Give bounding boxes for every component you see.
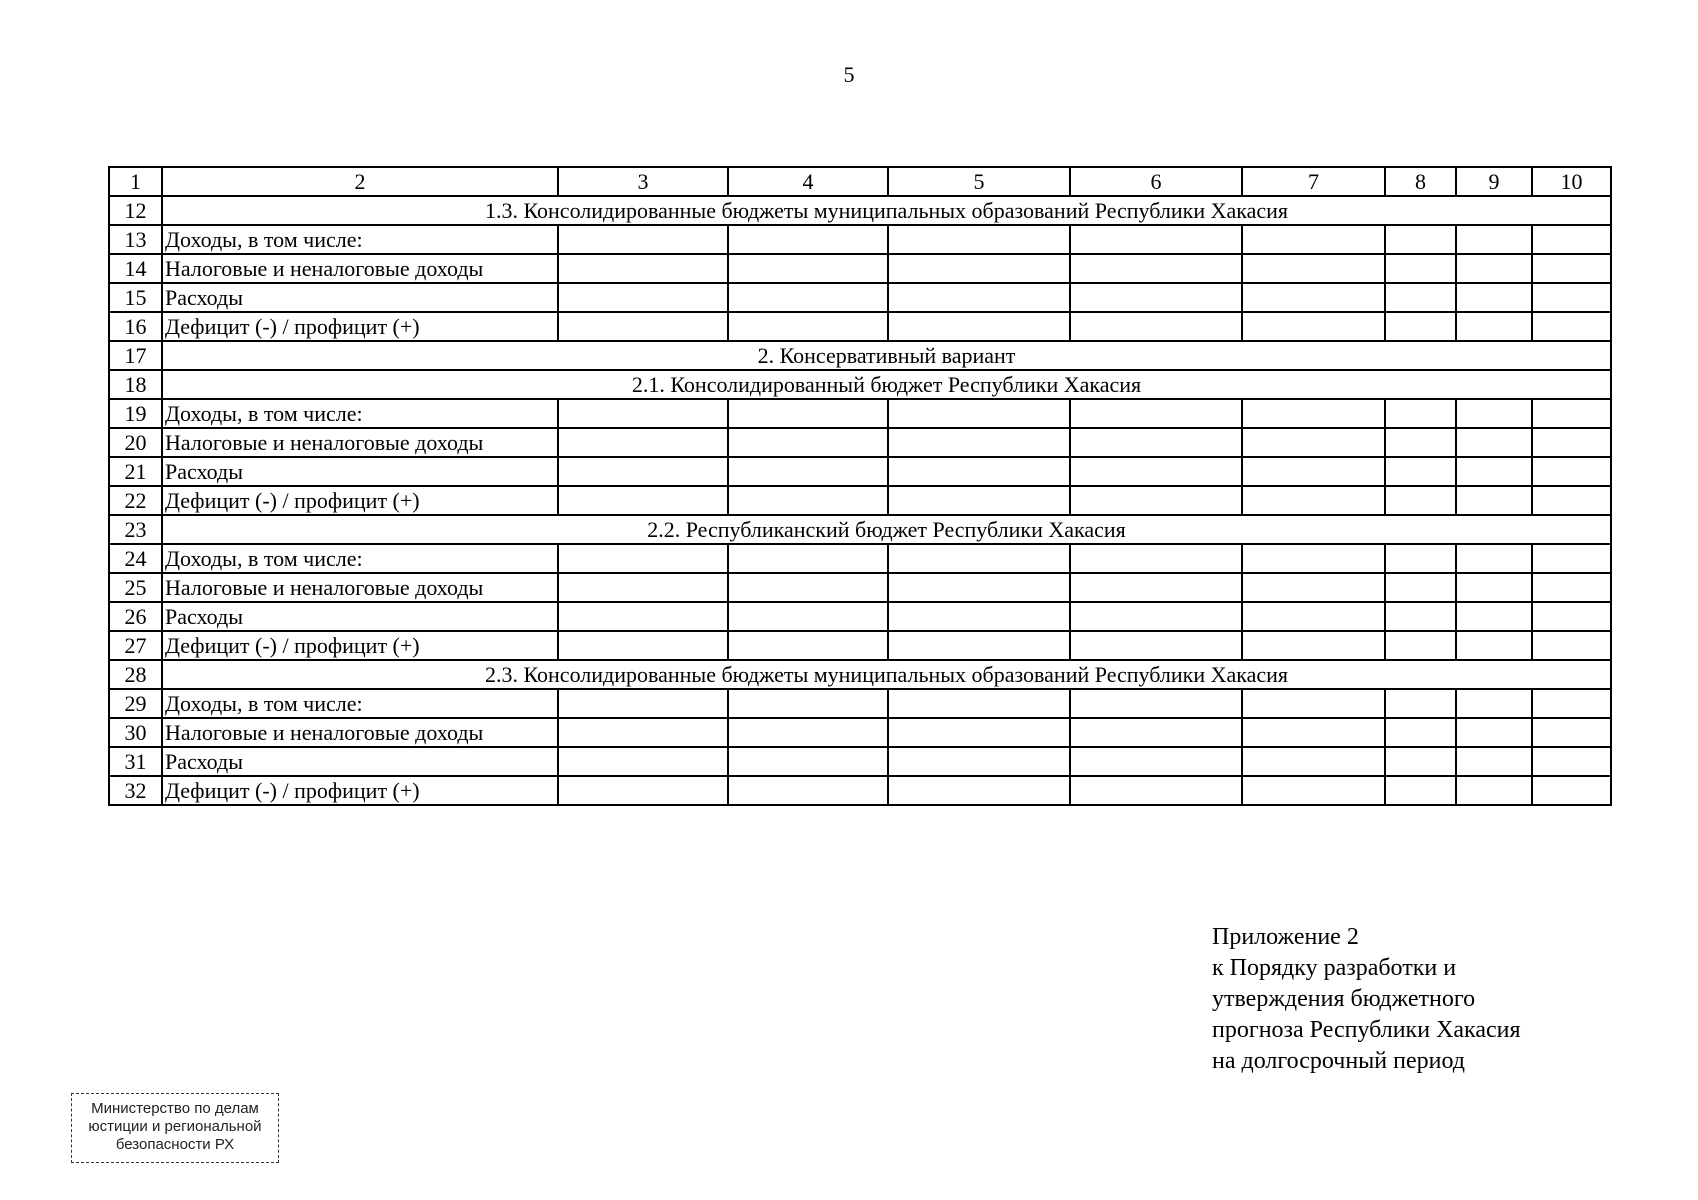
table-row (109, 573, 1611, 602)
value-cell (558, 602, 728, 631)
indicator-label: Доходы, в том числе: (162, 399, 558, 428)
row-number: 32 (109, 776, 162, 805)
value-cell (1532, 399, 1611, 428)
value-cell (888, 747, 1070, 776)
table-section-row (109, 660, 1611, 689)
value-cell (558, 776, 728, 805)
indicator-label: Доходы, в том числе: (162, 225, 558, 254)
row-number: 25 (109, 573, 162, 602)
value-cell (1070, 399, 1242, 428)
value-cell (558, 428, 728, 457)
value-cell (1070, 689, 1242, 718)
value-cell (728, 573, 888, 602)
value-cell (558, 457, 728, 486)
stamp-line: юстиции и региональной (88, 1118, 262, 1135)
value-cell (1456, 631, 1532, 660)
indicator-label: Налоговые и неналоговые доходы (162, 428, 558, 457)
table-row (109, 776, 1611, 805)
annex-line: прогноза Республики Хакасия (1212, 1017, 1521, 1043)
row-number: 24 (109, 544, 162, 573)
row-number: 30 (109, 718, 162, 747)
indicator-label: Налоговые и неналоговые доходы (162, 573, 558, 602)
value-cell (1456, 602, 1532, 631)
value-cell (558, 283, 728, 312)
table-row (109, 399, 1611, 428)
value-cell (1070, 283, 1242, 312)
value-cell (1532, 457, 1611, 486)
table-header-row (109, 167, 1611, 196)
annex-line: Приложение 2 (1212, 924, 1359, 950)
value-cell (1242, 399, 1385, 428)
value-cell (728, 399, 888, 428)
value-cell (1532, 689, 1611, 718)
annex-line: на долгосрочный период (1212, 1048, 1465, 1074)
value-cell (558, 486, 728, 515)
value-cell (1456, 457, 1532, 486)
value-cell (1242, 544, 1385, 573)
value-cell (1532, 602, 1611, 631)
value-cell (1532, 428, 1611, 457)
row-number: 26 (109, 602, 162, 631)
value-cell (1242, 254, 1385, 283)
value-cell (1456, 689, 1532, 718)
value-cell (888, 225, 1070, 254)
table-row (109, 428, 1611, 457)
value-cell (558, 573, 728, 602)
section-heading: 2.3. Консолидированные бюджеты муниципальных образований Республики Хакасия (162, 660, 1611, 689)
value-cell (1242, 718, 1385, 747)
section-heading: 2. Консервативный вариант (162, 341, 1611, 370)
table-row (109, 254, 1611, 283)
value-cell (888, 689, 1070, 718)
column-header: 1 (109, 167, 162, 196)
value-cell (1242, 573, 1385, 602)
row-number: 15 (109, 283, 162, 312)
indicator-label: Дефицит (-) / профицит (+) (162, 631, 558, 660)
value-cell (1385, 283, 1456, 312)
indicator-label: Налоговые и неналоговые доходы (162, 254, 558, 283)
row-number: 23 (109, 515, 162, 544)
section-heading: 1.3. Консолидированные бюджеты муниципальных образований Республики Хакасия (162, 196, 1611, 225)
value-cell (558, 399, 728, 428)
page-number: 5 (843, 62, 855, 87)
indicator-label: Дефицит (-) / профицит (+) (162, 312, 558, 341)
value-cell (1532, 283, 1611, 312)
value-cell (1242, 602, 1385, 631)
row-number: 13 (109, 225, 162, 254)
row-number: 16 (109, 312, 162, 341)
value-cell (1070, 776, 1242, 805)
value-cell (558, 689, 728, 718)
value-cell (1385, 631, 1456, 660)
row-number: 18 (109, 370, 162, 399)
column-header: 4 (728, 167, 888, 196)
row-number: 21 (109, 457, 162, 486)
value-cell (888, 457, 1070, 486)
value-cell (1070, 573, 1242, 602)
value-cell (1070, 747, 1242, 776)
value-cell (558, 747, 728, 776)
table-row (109, 544, 1611, 573)
table-row (109, 457, 1611, 486)
value-cell (558, 631, 728, 660)
value-cell (888, 254, 1070, 283)
value-cell (1070, 225, 1242, 254)
value-cell (728, 225, 888, 254)
section-heading: 2.2. Республиканский бюджет Республики Хакасия (162, 515, 1611, 544)
annex-line: к Порядку разработки и (1212, 955, 1457, 981)
table-row (109, 689, 1611, 718)
value-cell (1532, 312, 1611, 341)
value-cell (1385, 776, 1456, 805)
value-cell (1456, 399, 1532, 428)
value-cell (1456, 776, 1532, 805)
column-header: 10 (1532, 167, 1611, 196)
indicator-label: Расходы (162, 747, 558, 776)
value-cell (1242, 776, 1385, 805)
section-heading: 2.1. Консолидированный бюджет Республики Хакасия (162, 370, 1611, 399)
value-cell (888, 602, 1070, 631)
column-header: 2 (162, 167, 558, 196)
value-cell (1385, 689, 1456, 718)
value-cell (888, 631, 1070, 660)
value-cell (1070, 544, 1242, 573)
column-header: 7 (1242, 167, 1385, 196)
value-cell (558, 312, 728, 341)
annex-caption (1212, 922, 1521, 1077)
value-cell (1385, 428, 1456, 457)
indicator-label: Дефицит (-) / профицит (+) (162, 486, 558, 515)
value-cell (1070, 718, 1242, 747)
value-cell (728, 457, 888, 486)
indicator-label: Расходы (162, 602, 558, 631)
value-cell (728, 486, 888, 515)
value-cell (888, 428, 1070, 457)
table-row (109, 486, 1611, 515)
indicator-label: Доходы, в том числе: (162, 544, 558, 573)
value-cell (1385, 225, 1456, 254)
value-cell (888, 544, 1070, 573)
indicator-label: Расходы (162, 283, 558, 312)
table-row (109, 283, 1611, 312)
value-cell (728, 776, 888, 805)
value-cell (1242, 747, 1385, 776)
value-cell (1532, 631, 1611, 660)
value-cell (1385, 544, 1456, 573)
value-cell (1456, 225, 1532, 254)
column-header: 3 (558, 167, 728, 196)
row-number: 27 (109, 631, 162, 660)
indicator-label: Дефицит (-) / профицит (+) (162, 776, 558, 805)
value-cell (1456, 428, 1532, 457)
value-cell (1456, 283, 1532, 312)
row-number: 20 (109, 428, 162, 457)
value-cell (1070, 602, 1242, 631)
value-cell (1242, 631, 1385, 660)
value-cell (1070, 254, 1242, 283)
value-cell (1385, 457, 1456, 486)
row-number: 14 (109, 254, 162, 283)
value-cell (1385, 573, 1456, 602)
row-number: 19 (109, 399, 162, 428)
value-cell (1385, 747, 1456, 776)
value-cell (558, 718, 728, 747)
table-section-row (109, 196, 1611, 225)
value-cell (728, 602, 888, 631)
value-cell (1070, 428, 1242, 457)
value-cell (1242, 225, 1385, 254)
table-section-row (109, 341, 1611, 370)
value-cell (1456, 747, 1532, 776)
column-header: 6 (1070, 167, 1242, 196)
value-cell (1070, 312, 1242, 341)
table-row (109, 225, 1611, 254)
value-cell (1532, 486, 1611, 515)
value-cell (1532, 718, 1611, 747)
value-cell (1385, 254, 1456, 283)
row-number: 31 (109, 747, 162, 776)
value-cell (888, 573, 1070, 602)
stamp-line: Министерство по делам (91, 1100, 259, 1117)
value-cell (728, 689, 888, 718)
value-cell (1242, 689, 1385, 718)
value-cell (728, 254, 888, 283)
value-cell (558, 544, 728, 573)
value-cell (1532, 747, 1611, 776)
value-cell (728, 544, 888, 573)
indicator-label: Расходы (162, 457, 558, 486)
annex-line: утверждения бюджетного (1212, 986, 1476, 1012)
table-section-row (109, 515, 1611, 544)
value-cell (728, 718, 888, 747)
value-cell (1456, 312, 1532, 341)
table-row (109, 631, 1611, 660)
budget-forecast-table (108, 166, 1612, 806)
indicator-label: Доходы, в том числе: (162, 689, 558, 718)
value-cell (888, 399, 1070, 428)
table-row (109, 312, 1611, 341)
table-row (109, 718, 1611, 747)
value-cell (728, 747, 888, 776)
value-cell (888, 486, 1070, 515)
value-cell (1070, 457, 1242, 486)
value-cell (1456, 254, 1532, 283)
row-number: 29 (109, 689, 162, 718)
value-cell (728, 283, 888, 312)
value-cell (888, 718, 1070, 747)
column-header: 5 (888, 167, 1070, 196)
value-cell (888, 312, 1070, 341)
value-cell (1242, 312, 1385, 341)
value-cell (888, 283, 1070, 312)
stamp-line: безопасности РХ (115, 1136, 235, 1153)
column-header: 8 (1385, 167, 1456, 196)
value-cell (1385, 718, 1456, 747)
value-cell (1385, 486, 1456, 515)
value-cell (1532, 776, 1611, 805)
value-cell (1456, 573, 1532, 602)
row-number: 17 (109, 341, 162, 370)
value-cell (1242, 283, 1385, 312)
table-row (109, 747, 1611, 776)
indicator-label: Налоговые и неналоговые доходы (162, 718, 558, 747)
value-cell (1242, 428, 1385, 457)
value-cell (1456, 486, 1532, 515)
value-cell (1456, 544, 1532, 573)
value-cell (728, 312, 888, 341)
value-cell (1532, 225, 1611, 254)
ministry-stamp (71, 1093, 279, 1163)
value-cell (1532, 544, 1611, 573)
value-cell (1070, 486, 1242, 515)
column-header: 9 (1456, 167, 1532, 196)
value-cell (1242, 457, 1385, 486)
row-number: 28 (109, 660, 162, 689)
table-row (109, 602, 1611, 631)
value-cell (728, 631, 888, 660)
value-cell (558, 254, 728, 283)
row-number: 22 (109, 486, 162, 515)
value-cell (1385, 312, 1456, 341)
value-cell (1385, 602, 1456, 631)
row-number: 12 (109, 196, 162, 225)
value-cell (1242, 486, 1385, 515)
value-cell (1070, 631, 1242, 660)
value-cell (1456, 718, 1532, 747)
value-cell (1385, 399, 1456, 428)
value-cell (1532, 573, 1611, 602)
table-body (109, 167, 1611, 805)
value-cell (888, 776, 1070, 805)
value-cell (728, 428, 888, 457)
value-cell (558, 225, 728, 254)
table-section-row (109, 370, 1611, 399)
value-cell (1532, 254, 1611, 283)
